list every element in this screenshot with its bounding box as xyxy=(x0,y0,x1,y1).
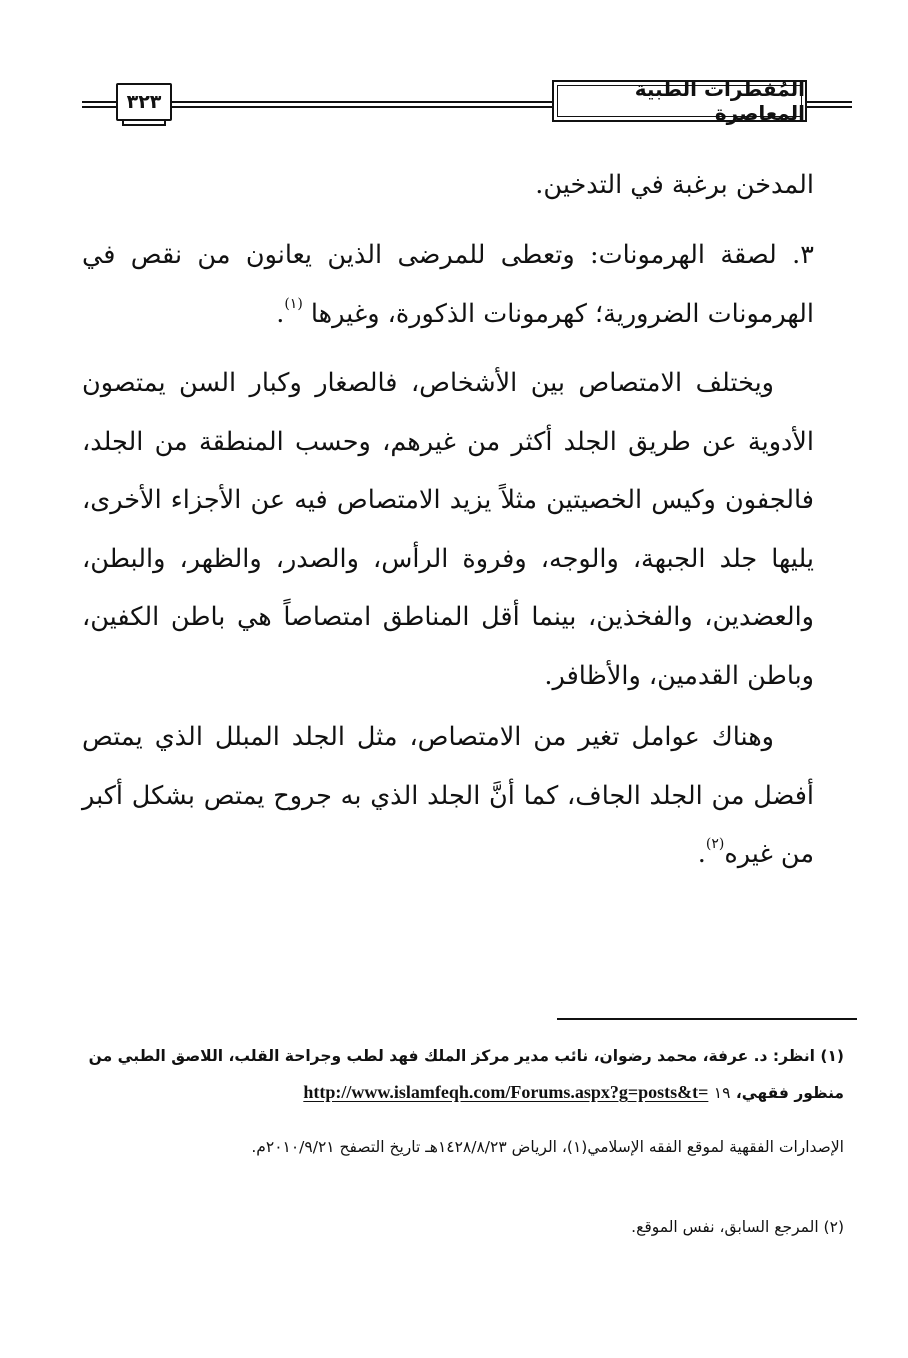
item3-body: ٣. لصقة الهرمونات: وتعطى للمرضى الذين يعانون من نقص في الهرمونات الضرورية؛ كهرمونات الذكورة، وغيرها xyxy=(82,240,814,329)
page-number-box xyxy=(116,83,172,121)
footnote-1-citation xyxy=(82,1038,844,1111)
footnote-1-number: ١٩ xyxy=(713,1084,731,1102)
list-item-3-text xyxy=(82,226,814,343)
paragraph-factors-text xyxy=(82,708,814,884)
page-number: ٣٢٣ xyxy=(126,91,162,113)
list-item-3 xyxy=(82,226,814,343)
header-rule-left xyxy=(82,101,118,103)
footnote-ref-2[interactable]: (٢) xyxy=(705,836,725,852)
header-rule-middle-2 xyxy=(172,106,554,108)
continuation-line xyxy=(82,156,814,215)
header-rule-right xyxy=(806,101,852,103)
continuation-text: المدخن برغبة في التدخين. xyxy=(535,170,814,200)
running-title-box xyxy=(552,77,807,125)
footnote-2-text: (٢) المرجع السابق، نفس الموقع. xyxy=(631,1218,844,1236)
header-rule-right-2 xyxy=(806,106,852,108)
running-title: المُفطرات الطبية المعاصرة xyxy=(634,77,805,125)
paragraph-factors xyxy=(82,708,814,884)
para2-end: . xyxy=(697,839,706,869)
footnote-ref-1[interactable]: (١) xyxy=(284,295,303,312)
footnote-separator xyxy=(557,1018,857,1020)
header-rule-left-2 xyxy=(82,106,118,108)
footnote-2 xyxy=(82,1212,844,1242)
paragraph-absorption-text: ويختلف الامتصاص بين الأشخاص، فالصغار وكبار السن يمتصون الأدوية عن طريق الجلد أكثر من غيرهم، وحسب المنطقة من الجلد، فالجفون وكيس الخصيتين مثلاً يزيد الامتصاص فيه عن الأجزاء الأخرى، يليها جلد الجبهة، والوجه، وفروة الرأس، والصدر، والظهر، والبطن، والعضدين، والفخذين، بينما أقل المناطق امتصاصاً هي باطن الكفين، وباطن القدمين، والأظافر. xyxy=(82,368,814,691)
footnote-1-link[interactable]: http://www.islamfeqh.com/Forums.aspx?g=posts&t= xyxy=(303,1082,709,1102)
footnote-1 xyxy=(82,1038,844,1111)
footnote-1-prefix: (١) انظر: د. عرفة، محمد رضوان، نائب مدير مركز الملك فهد لطب وجراحة القلب، اللاصق الطبي من منظور فقهي، xyxy=(88,1047,844,1102)
footnote-1-continued xyxy=(82,1130,844,1165)
footnote-1-continued-text: الإصدارات الفقهية لموقع الفقه الإسلامي(١)، الرياض ١٤٢٨/٨/٢٣هـ تاريخ التصفح ٢٠١٠/٩/٢١م. xyxy=(251,1138,844,1156)
para2-body: وهناك عوامل تغير من الامتصاص، مثل الجلد المبلل الذي يمتص أفضل من الجلد الجاف، كما أنَّ الجلد الذي به جروح يمتص بشكل أكبر من غيره xyxy=(82,722,814,869)
header-rule-middle xyxy=(172,101,554,103)
item3-end: . xyxy=(276,298,285,329)
paragraph-absorption xyxy=(82,354,814,705)
